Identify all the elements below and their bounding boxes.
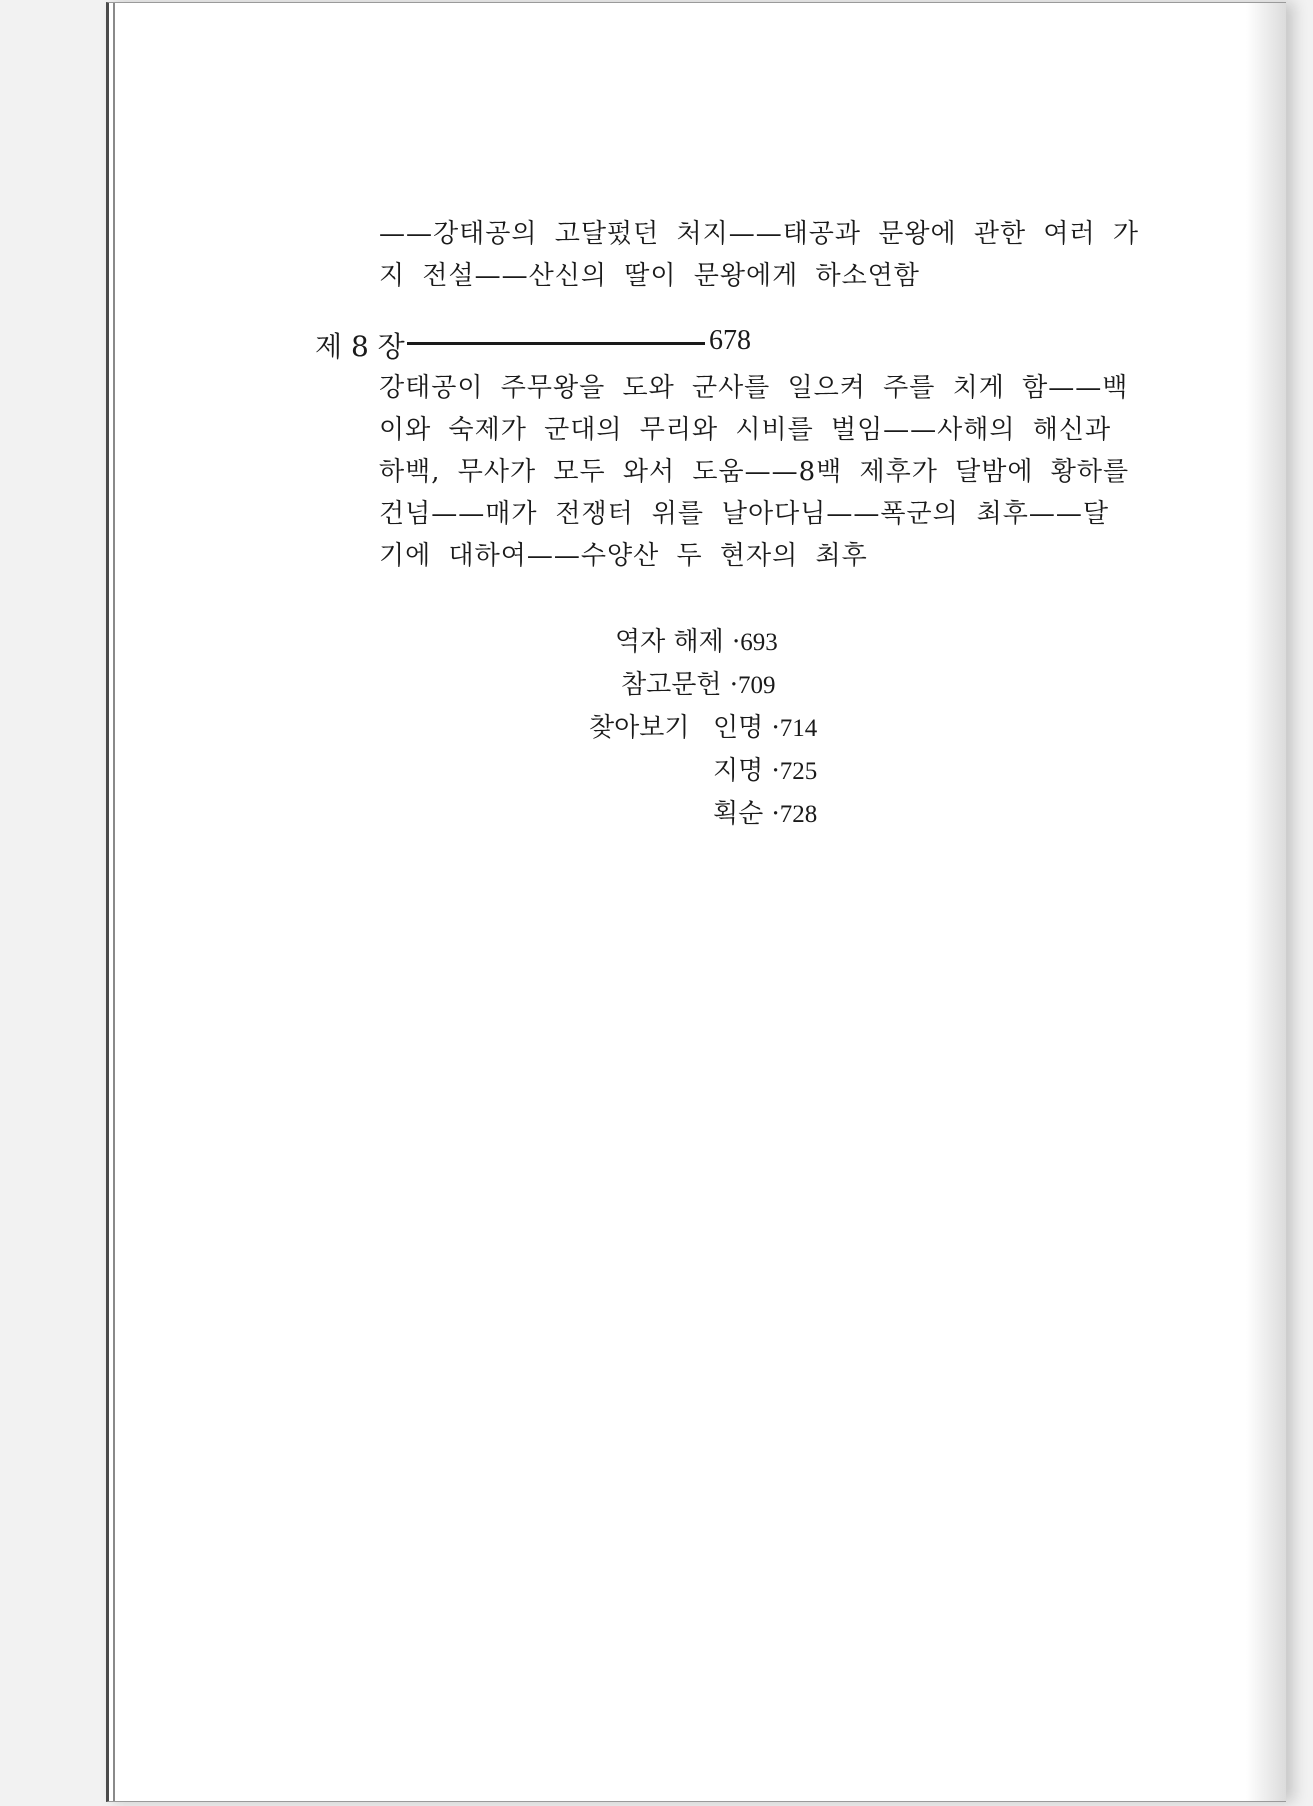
index-places-entry [713, 750, 817, 787]
index-strokes-entry [713, 793, 817, 830]
chapter-8-line-3: 하백, 무사가 모두 와서 도움——8백 제후가 달밤에 황하를 [379, 457, 1130, 487]
index-places-page: 725 [779, 758, 818, 785]
references-page: 709 [738, 672, 776, 699]
chapter-8-leader-rule [407, 342, 705, 345]
translator-note-page: 693 [740, 629, 778, 656]
index-strokes-label: 획순 [713, 799, 764, 829]
references-entry [621, 664, 776, 701]
index-places-label: 지명 [713, 756, 764, 786]
index-heading: 찾아보기 [589, 713, 690, 743]
translator-note-label: 역자 해제 [615, 627, 724, 657]
index-strokes-page: 728 [779, 801, 818, 828]
chapter-8-line-2: 이와 숙제가 군대의 무리와 시비를 벌임——사해의 해신과 [379, 415, 1112, 445]
chapter-8-line-1: 강태공이 주무왕을 도와 군사를 일으켜 주를 치게 함——백 [379, 373, 1129, 403]
separator-dot: · [771, 756, 780, 786]
chapter-8-page-number: 678 [709, 325, 751, 356]
index-persons-entry [713, 707, 817, 744]
book-page [106, 2, 1286, 1802]
translator-note-entry [615, 621, 778, 658]
index-persons-page: 714 [779, 715, 818, 742]
intro-line-2: 지 전설——산신의 딸이 문왕에게 하소연함 [379, 261, 920, 291]
separator-dot: · [771, 799, 780, 829]
chapter-8-line-5: 기에 대하여——수양산 두 현자의 최후 [379, 541, 868, 571]
chapter-8-line-4: 건넘——매가 전쟁터 위를 날아다님——폭군의 최후——달 [379, 499, 1109, 529]
chapter-8-title: 제 8 장 [315, 330, 405, 363]
separator-dot: · [729, 670, 738, 700]
separator-dot: · [771, 713, 780, 743]
intro-line-1: ——강태공의 고달펐던 처지——태공과 문왕에 관한 여러 가 [379, 219, 1140, 249]
index-persons-label: 인명 [713, 713, 764, 743]
separator-dot: · [732, 627, 741, 657]
page-edge-shadow [1246, 3, 1286, 1801]
references-label: 참고문헌 [621, 670, 722, 700]
